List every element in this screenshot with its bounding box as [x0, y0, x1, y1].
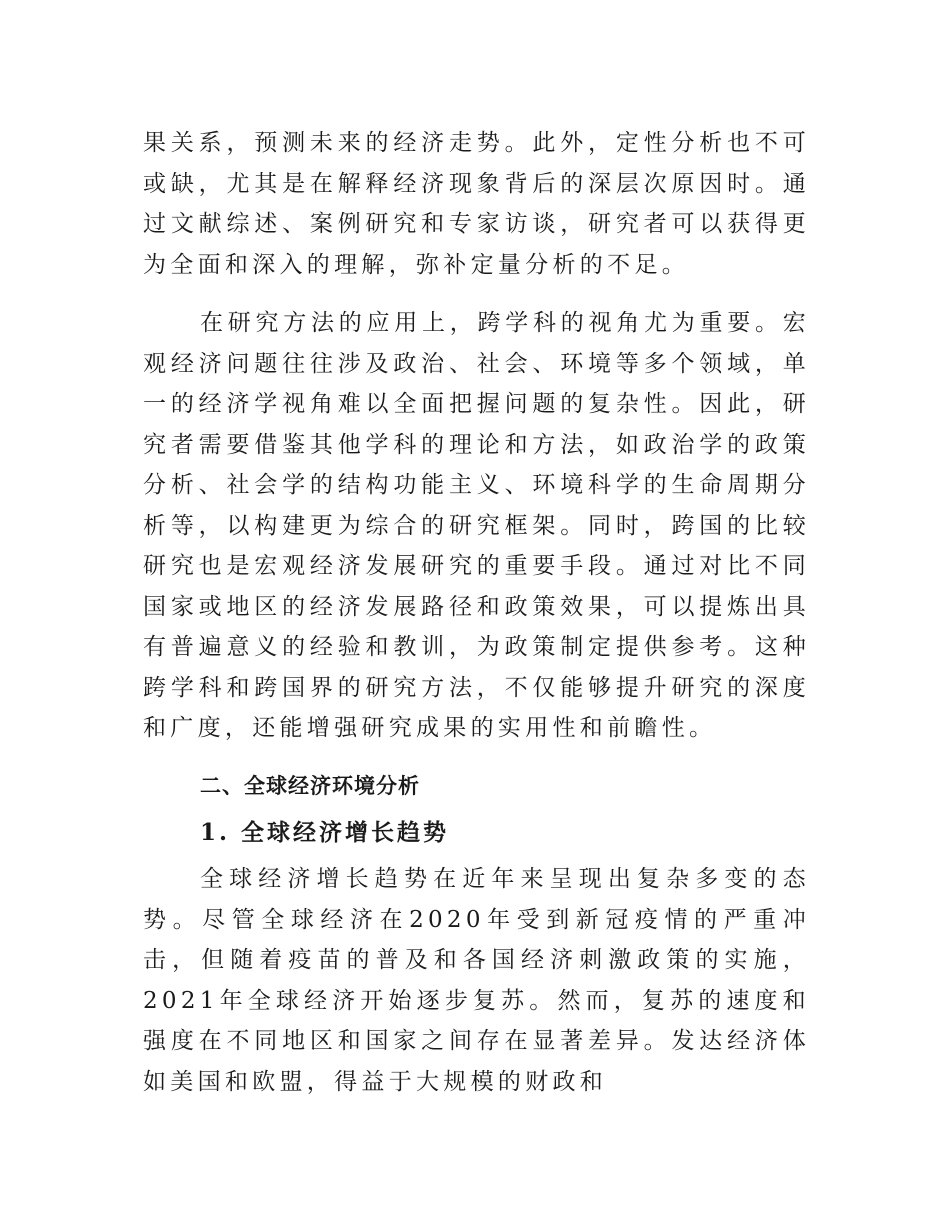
subsection-heading: 1. 全球经济增长趋势: [200, 819, 450, 846]
section-heading: 二、全球经济环境分析: [200, 774, 420, 798]
paragraph-research-methods: 在研究方法的应用上，跨学科的视角尤为重要。宏观经济问题往往涉及政治、社会、环境等多个领域，单一的经济学视角难以全面把握问题的复杂性。因此，研究者需要借鉴其他学科的理论和方法，如政治学的政策分析、社会学的结构功能主义、环境科学的生命周期分析等，以构建更为综合的研究框架。同时，跨国的比较研究也是宏观经济发展研究的重要手段。通过对比不同国家或地区的经济发展路径和政策效果，可以提炼出具有普遍意义的经验和教训，为政策制定提供参考。这种跨学科和跨国界的研究方法，不仅能够提升研究的深度和广度，还能增强研究成果的实用性和前瞻性。: [143, 310, 810, 741]
paragraph-continuation: 果关系，预测未来的经济走势。此外，定性分析也不可或缺，尤其是在解释经济现象背后的深层次原因时。通过文献综述、案例研究和专家访谈，研究者可以获得更为全面和深入的理解，弥补定量分析的不足。: [143, 130, 810, 278]
paragraph-global-growth: 全球经济增长趋势在近年来呈现出复杂多变的态势。尽管全球经济在2020年受到新冠疫情的严重冲击，但随着疫苗的普及和各国经济刺激政策的实施，2021年全球经济开始逐步复苏。然而，复苏的速度和强度在不同地区和国家之间存在显著差异。发达经济体如美国和欧盟，得益于大规模的财政和: [143, 866, 810, 1095]
